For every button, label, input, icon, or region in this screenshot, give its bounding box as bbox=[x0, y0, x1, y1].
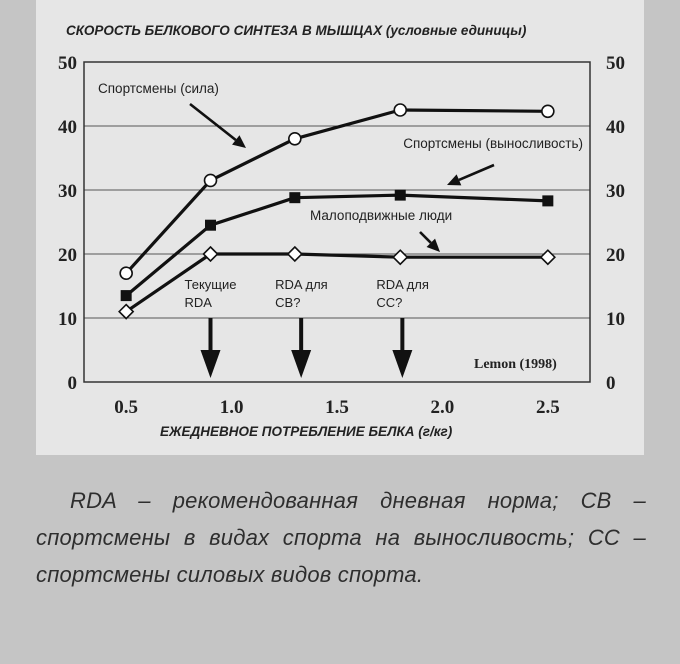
rda-marker-label: RDA для bbox=[376, 277, 429, 292]
rda-marker-label: СВ? bbox=[275, 295, 301, 310]
y-tick-label-left: 50 bbox=[58, 53, 77, 74]
y-tick-label-right: 30 bbox=[606, 181, 625, 202]
rda-marker-label: СС? bbox=[376, 295, 403, 310]
data-point-square bbox=[395, 190, 406, 201]
series-name-label: Спортсмены (сила) bbox=[98, 81, 219, 96]
rda-marker-label: RDA для bbox=[275, 277, 328, 292]
y-tick-label-right: 20 bbox=[606, 245, 625, 266]
y-tick-label-left: 0 bbox=[67, 373, 77, 394]
data-point-square bbox=[289, 192, 300, 203]
y-tick-label-left: 30 bbox=[58, 181, 77, 202]
x-tick-label: 1.0 bbox=[219, 397, 244, 418]
data-point-square bbox=[205, 220, 216, 231]
series-name-label: Спортсмены (выносливость) bbox=[403, 136, 583, 151]
data-point-circle bbox=[542, 105, 554, 117]
rda-marker-label: RDA bbox=[184, 295, 212, 310]
x-tick-label: 1.5 bbox=[325, 397, 349, 418]
source-label: Lemon (1998) bbox=[474, 357, 557, 372]
data-point-square bbox=[542, 195, 553, 206]
data-point-circle bbox=[394, 104, 406, 116]
data-point-circle bbox=[205, 174, 217, 186]
y-tick-label-left: 10 bbox=[58, 309, 77, 330]
y-tick-label-left: 20 bbox=[58, 245, 77, 266]
chart-title: СКОРОСТЬ БЕЛКОВОГО СИНТЕЗА В МЫШЦАХ (условные единицы) bbox=[66, 23, 527, 38]
series-name-label: Малоподвижные люди bbox=[310, 208, 453, 223]
data-point-square bbox=[121, 290, 132, 301]
figure-background bbox=[36, 0, 644, 455]
y-tick-label-right: 10 bbox=[606, 309, 625, 330]
x-axis-label: ЕЖЕДНЕВНОЕ ПОТРЕБЛЕНИЕ БЕЛКА (г/кг) bbox=[160, 424, 453, 439]
x-tick-label: 0.5 bbox=[114, 397, 139, 418]
y-tick-label-right: 0 bbox=[606, 373, 616, 394]
data-point-circle bbox=[289, 133, 301, 145]
x-tick-label: 2.0 bbox=[430, 397, 455, 418]
y-tick-label-left: 40 bbox=[58, 117, 77, 138]
rda-marker-label: Текущие bbox=[184, 277, 237, 292]
y-tick-label-right: 40 bbox=[606, 117, 625, 138]
y-tick-label-right: 50 bbox=[606, 53, 625, 74]
x-tick-label: 2.5 bbox=[535, 397, 560, 418]
data-point-circle bbox=[120, 267, 132, 279]
figure-caption: RDA – рекомендованная дневная норма; СВ – спортсмены в видах спорта на выносливость; СС – спортсмены силовых видов спорта. bbox=[36, 488, 646, 587]
